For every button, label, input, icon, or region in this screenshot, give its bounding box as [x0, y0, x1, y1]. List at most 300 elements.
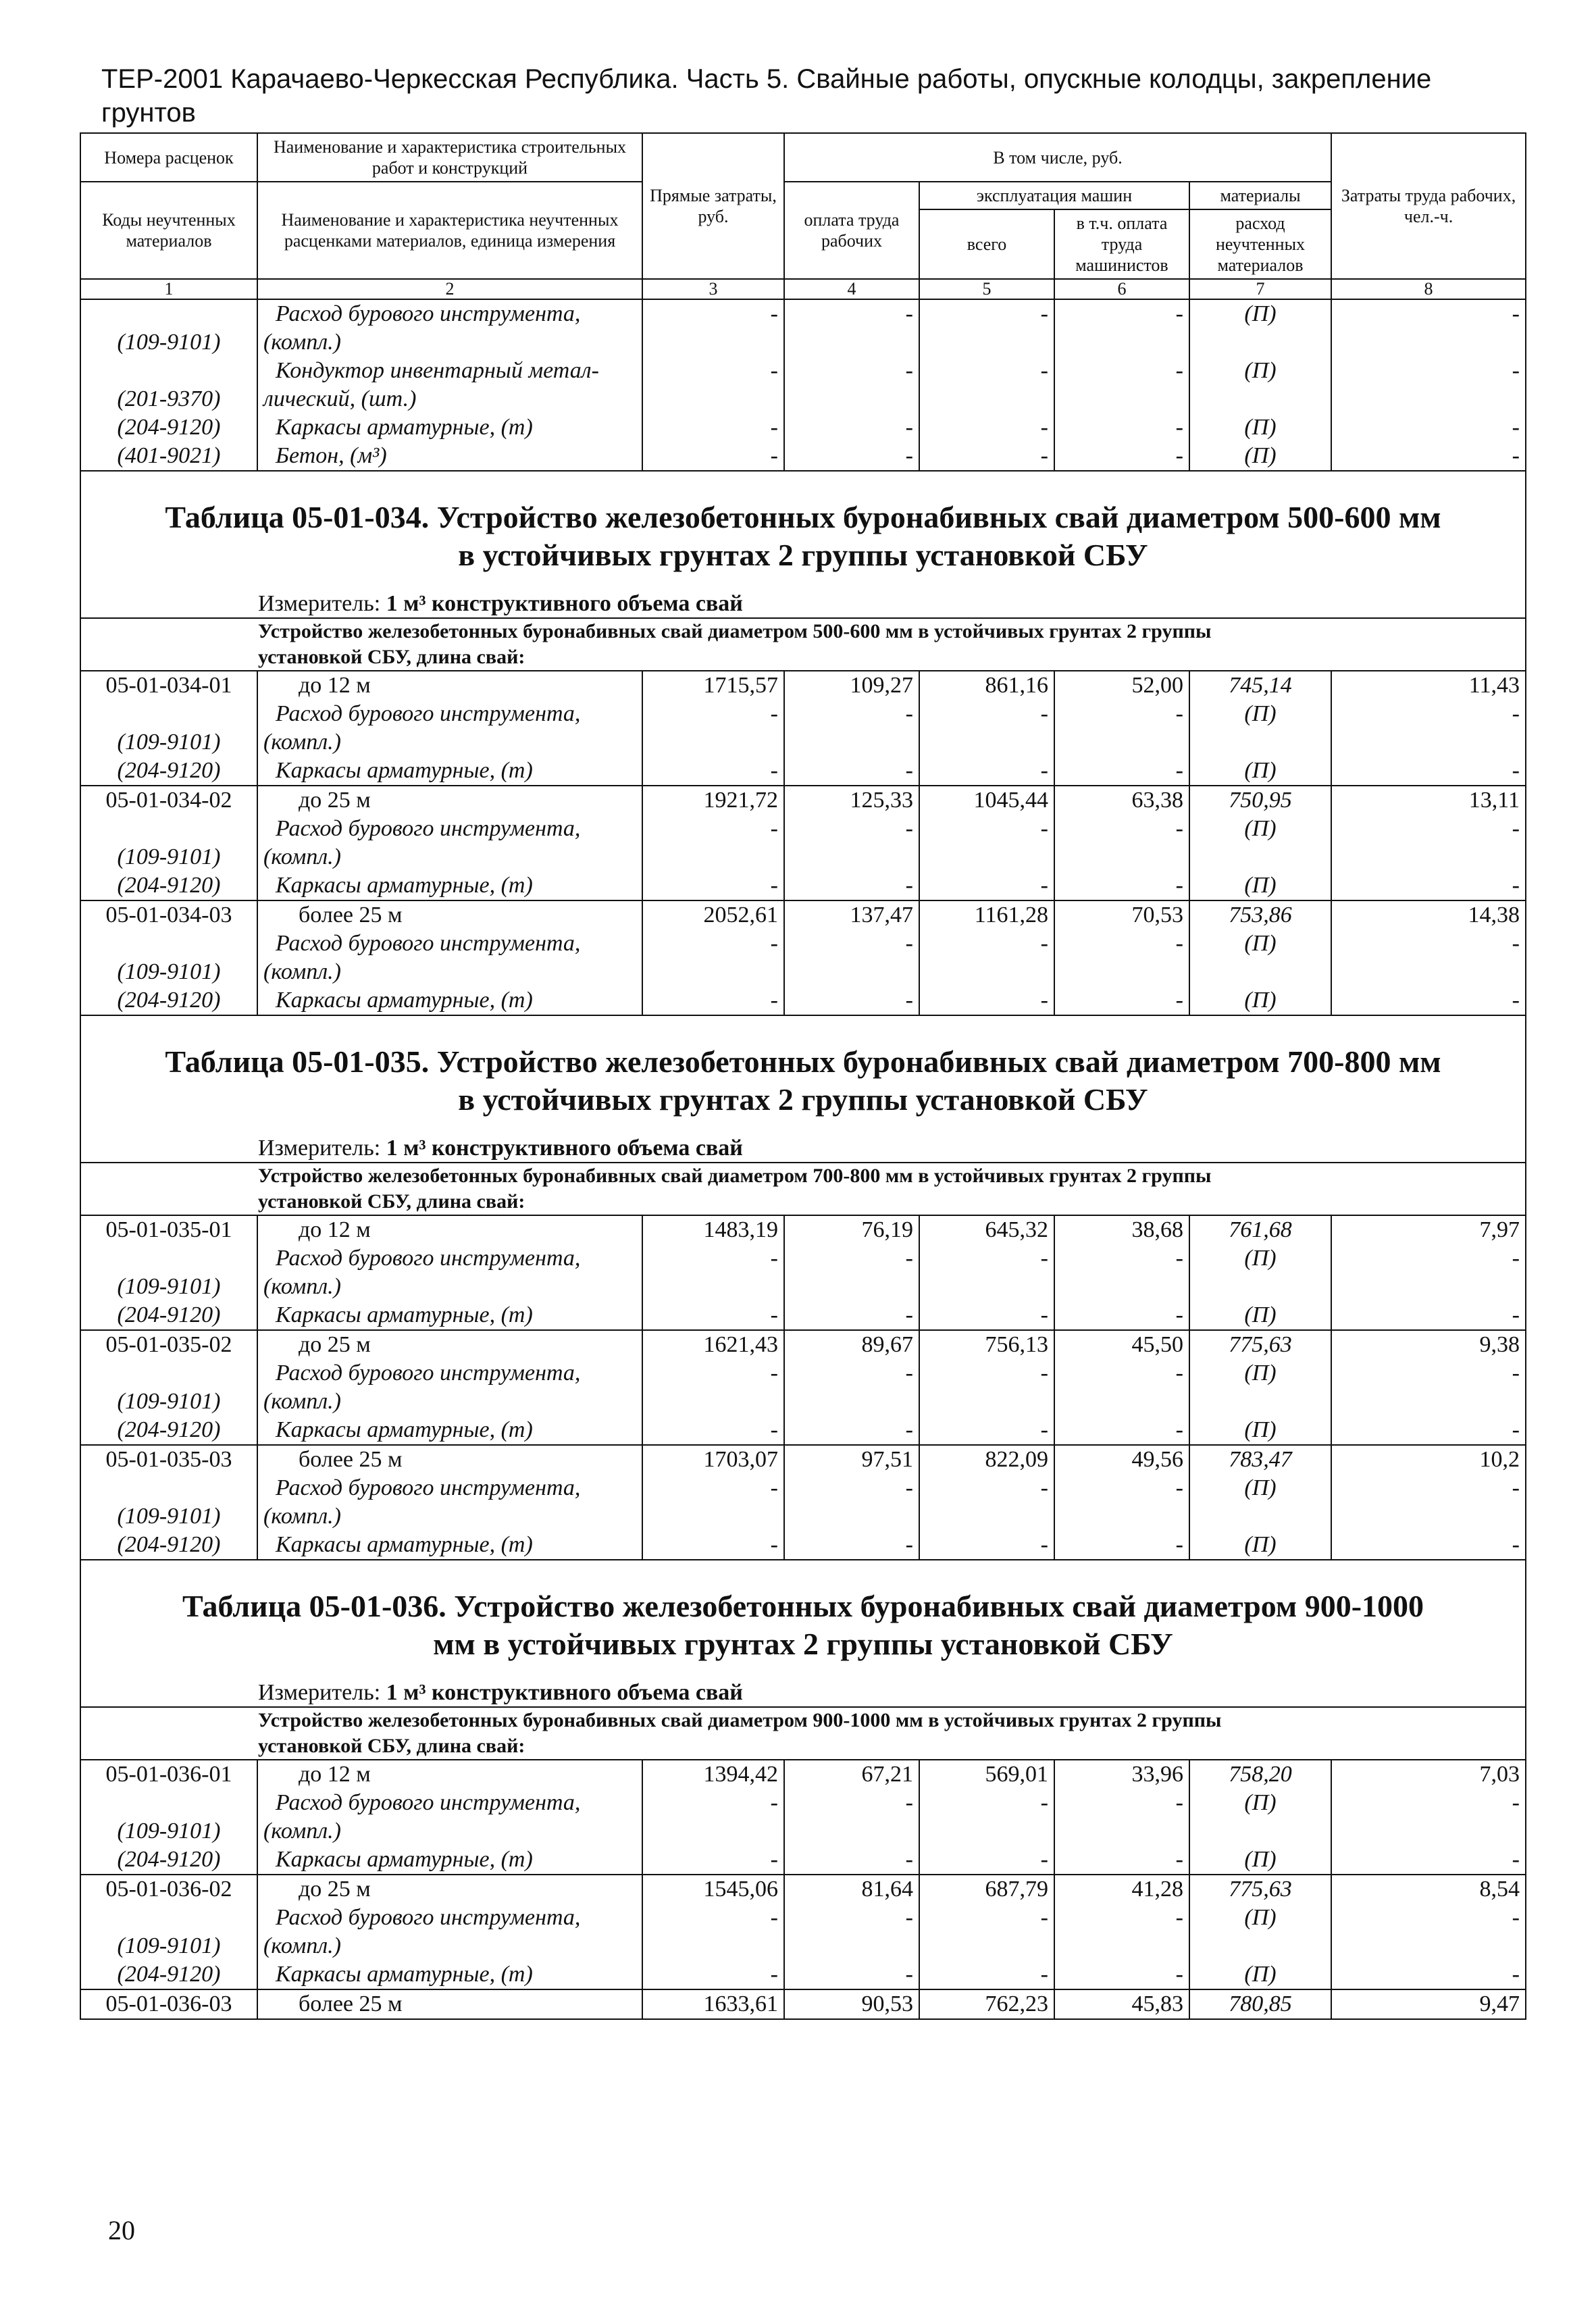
value-cell: - — [642, 1301, 784, 1330]
material-row — [80, 300, 1526, 357]
value-cell: 783,47 — [1189, 1445, 1331, 1474]
value-cell: 822,09 — [919, 1445, 1054, 1474]
value-cell: - — [1331, 442, 1526, 471]
value-cell: (П) — [1189, 1960, 1331, 1989]
meter-label: Измеритель: — [258, 591, 381, 616]
value-cell: - — [1331, 815, 1526, 871]
value-cell: - — [784, 1789, 919, 1846]
value-cell: - — [784, 1301, 919, 1330]
rate-name: более 25 м — [257, 1445, 642, 1474]
value-cell: (П) — [1189, 357, 1331, 413]
material-name — [257, 357, 642, 413]
value-cell: - — [642, 1789, 784, 1846]
material-name-line: (компл.) — [263, 1274, 341, 1299]
value-cell: - — [1054, 1244, 1189, 1301]
value-cell: 11,43 — [1331, 671, 1526, 700]
material-code: (204-9120) — [80, 1531, 257, 1560]
value-cell: 45,83 — [1054, 1989, 1189, 2019]
rates-body — [80, 300, 1526, 2020]
value-cell: 775,63 — [1189, 1330, 1331, 1359]
value-cell: - — [642, 1244, 784, 1301]
material-name-line: Каркасы арматурные, (т) — [276, 1532, 533, 1557]
value-cell: 7,03 — [1331, 1760, 1526, 1789]
value-cell: 1161,28 — [919, 900, 1054, 930]
value-cell: - — [919, 1789, 1054, 1846]
material-code: (109-9101) — [80, 1474, 257, 1531]
material-name — [257, 1531, 642, 1560]
rate-code: 05-01-036-02 — [80, 1875, 257, 1904]
section-description-row — [80, 1163, 1526, 1215]
value-cell: - — [919, 300, 1054, 357]
value-cell: - — [1331, 700, 1526, 757]
col-number: 5 — [919, 279, 1054, 299]
value-cell: (П) — [1189, 757, 1331, 786]
rate-row — [80, 900, 1526, 930]
value-cell: - — [1331, 1846, 1526, 1875]
rate-row — [80, 1215, 1526, 1244]
value-cell: 780,85 — [1189, 1989, 1331, 2019]
value-cell: - — [784, 1531, 919, 1560]
section-description — [80, 618, 1526, 671]
value-cell: - — [642, 357, 784, 413]
material-name — [257, 815, 642, 871]
value-cell: - — [784, 357, 919, 413]
rate-row — [80, 786, 1526, 815]
meter — [80, 1128, 1526, 1163]
rate-name: более 25 м — [257, 1989, 642, 2019]
value-cell: - — [919, 1960, 1054, 1989]
material-name — [257, 700, 642, 757]
material-code: (204-9120) — [80, 1416, 257, 1445]
value-cell: - — [1054, 871, 1189, 900]
value-cell: - — [784, 1960, 919, 1989]
material-code: (204-9120) — [80, 1301, 257, 1330]
table-title-row — [80, 471, 1526, 584]
value-cell: 1703,07 — [642, 1445, 784, 1474]
rate-name: до 12 м — [257, 671, 642, 700]
value-cell: - — [919, 757, 1054, 786]
header-materials: материалы — [1189, 182, 1331, 209]
rate-code: 05-01-036-03 — [80, 1989, 257, 2019]
value-cell: (П) — [1189, 413, 1331, 442]
material-name-line: (компл.) — [263, 330, 341, 355]
material-code: (204-9120) — [80, 986, 257, 1015]
value-cell: - — [919, 871, 1054, 900]
section-description-line: Устройство железобетонных буронабивных свай диаметром 900-1000 мм в устойчивых грунтах 2 группы — [258, 1709, 1222, 1731]
value-cell: - — [784, 1904, 919, 1960]
rate-code: 05-01-034-01 — [80, 671, 257, 700]
rate-name: до 25 м — [257, 1330, 642, 1359]
value-cell: - — [919, 1301, 1054, 1330]
table-title — [80, 1015, 1526, 1128]
material-code: (109-9101) — [80, 700, 257, 757]
value-cell: - — [642, 986, 784, 1015]
value-cell: 67,21 — [784, 1760, 919, 1789]
value-cell: - — [642, 1904, 784, 1960]
rate-code: 05-01-034-02 — [80, 786, 257, 815]
value-cell: 756,13 — [919, 1330, 1054, 1359]
meter-row — [80, 1128, 1526, 1163]
value-cell: 1921,72 — [642, 786, 784, 815]
rates-document — [80, 132, 1525, 2020]
material-name-line: Каркасы арматурные, (т) — [276, 1302, 533, 1327]
value-cell: 1545,06 — [642, 1875, 784, 1904]
value-cell: - — [642, 413, 784, 442]
value-cell: - — [1331, 1359, 1526, 1416]
header-wage: оплата труда рабочих — [784, 182, 919, 279]
material-row — [80, 1416, 1526, 1445]
material-row — [80, 871, 1526, 900]
material-name-line: Каркасы арматурные, (т) — [276, 1847, 533, 1872]
value-cell: - — [1054, 757, 1189, 786]
value-cell: - — [784, 1416, 919, 1445]
value-cell: - — [642, 1846, 784, 1875]
value-cell: - — [919, 1359, 1054, 1416]
section-description-line: установкой СБУ, длина свай: — [258, 1735, 525, 1757]
value-cell: - — [1054, 700, 1189, 757]
meter-value: 1 м³ конструктивного объема свай — [386, 591, 743, 616]
value-cell: 33,96 — [1054, 1760, 1189, 1789]
col-number: 2 — [257, 279, 642, 299]
material-name-line: Каркасы арматурные, (т) — [276, 873, 533, 898]
value-cell: 1394,42 — [642, 1760, 784, 1789]
value-cell: 14,38 — [1331, 900, 1526, 930]
meter-row — [80, 584, 1526, 618]
value-cell: - — [784, 1359, 919, 1416]
header-name-bottom: Наименование и характеристика неучтенных расценками материалов, единица измерения — [257, 182, 642, 279]
rate-code: 05-01-035-01 — [80, 1215, 257, 1244]
material-name — [257, 300, 642, 357]
table-title — [80, 471, 1526, 584]
value-cell: - — [1054, 1474, 1189, 1531]
value-cell: - — [1331, 1416, 1526, 1445]
material-row — [80, 1846, 1526, 1875]
value-cell: - — [919, 815, 1054, 871]
value-cell: - — [919, 986, 1054, 1015]
material-name-line: Расход бурового инструмента, — [276, 1246, 581, 1271]
value-cell: - — [919, 1416, 1054, 1445]
material-code: (204-9120) — [80, 757, 257, 786]
material-name-line: Каркасы арматурные, (т) — [276, 1417, 533, 1442]
material-name-line: (компл.) — [263, 1933, 341, 1958]
value-cell: 52,00 — [1054, 671, 1189, 700]
material-name-line: (компл.) — [263, 730, 341, 755]
value-cell: - — [1054, 1301, 1189, 1330]
value-cell: (П) — [1189, 1789, 1331, 1846]
meter-value: 1 м³ конструктивного объема свай — [386, 1136, 743, 1161]
material-name-line: (компл.) — [263, 1389, 341, 1414]
value-cell: - — [1054, 930, 1189, 986]
column-header — [80, 132, 1526, 300]
page-title: ТЕР-2001 Карачаево-Черкесская Республика. Часть 5. Свайные работы, опускные колодцы, закрепление грунтов — [101, 64, 1432, 128]
section-description-row — [80, 1707, 1526, 1760]
material-name-line: (компл.) — [263, 844, 341, 869]
material-name-line: (компл.) — [263, 1504, 341, 1529]
value-cell: 645,32 — [919, 1215, 1054, 1244]
value-cell: - — [784, 871, 919, 900]
value-cell: - — [1054, 815, 1189, 871]
value-cell: 1621,43 — [642, 1330, 784, 1359]
material-row — [80, 700, 1526, 757]
material-code: (204-9120) — [80, 1960, 257, 1989]
value-cell: - — [642, 815, 784, 871]
value-cell: (П) — [1189, 300, 1331, 357]
meter-row — [80, 1673, 1526, 1707]
material-name-line: Расход бурового инструмента, — [276, 301, 581, 326]
value-cell: - — [919, 1846, 1054, 1875]
material-name-line: лический, (шт.) — [263, 386, 417, 411]
col-number: 3 — [642, 279, 784, 299]
value-cell: - — [1331, 1789, 1526, 1846]
rate-row — [80, 1445, 1526, 1474]
material-name-line: Расход бурового инструмента, — [276, 1790, 581, 1815]
material-name-line: Расход бурового инструмента, — [276, 1475, 581, 1500]
material-name-line: (компл.) — [263, 1819, 341, 1844]
meter-value: 1 м³ конструктивного объема свай — [386, 1680, 743, 1705]
value-cell: - — [1331, 1244, 1526, 1301]
material-row — [80, 1960, 1526, 1989]
rate-name: более 25 м — [257, 900, 642, 930]
rate-code: 05-01-036-01 — [80, 1760, 257, 1789]
value-cell: 70,53 — [1054, 900, 1189, 930]
value-cell: - — [1331, 757, 1526, 786]
table-title-line: Таблица 05-01-036. Устройство железобетонных буронабивных свай диаметром 900-1000 — [182, 1589, 1424, 1623]
value-cell: - — [919, 1531, 1054, 1560]
value-cell: - — [1054, 1846, 1189, 1875]
material-name-line: Расход бурового инструмента, — [276, 1361, 581, 1386]
material-code: (204-9120) — [80, 871, 257, 900]
value-cell: - — [642, 757, 784, 786]
value-cell: 8,54 — [1331, 1875, 1526, 1904]
table-title-line: мм в устойчивых грунтах 2 группы установкой СБУ — [433, 1627, 1173, 1661]
value-cell: - — [1054, 357, 1189, 413]
value-cell: (П) — [1189, 1416, 1331, 1445]
material-row — [80, 930, 1526, 986]
material-name — [257, 871, 642, 900]
material-code: (109-9101) — [80, 815, 257, 871]
value-cell: 758,20 — [1189, 1760, 1331, 1789]
col-number: 1 — [80, 279, 257, 299]
value-cell: - — [919, 700, 1054, 757]
value-cell: 45,50 — [1054, 1330, 1189, 1359]
material-name — [257, 1416, 642, 1445]
value-cell: - — [1054, 300, 1189, 357]
page-number: 20 — [108, 2215, 135, 2245]
value-cell: - — [784, 413, 919, 442]
value-cell: - — [1054, 413, 1189, 442]
value-cell: - — [642, 442, 784, 471]
value-cell: - — [784, 1244, 919, 1301]
material-name — [257, 1244, 642, 1301]
value-cell: - — [1054, 1960, 1189, 1989]
value-cell: - — [1054, 986, 1189, 1015]
material-name-line: Каркасы арматурные, (т) — [276, 988, 533, 1013]
material-row — [80, 1474, 1526, 1531]
material-name-line: Каркасы арматурные, (т) — [276, 1962, 533, 1987]
value-cell: - — [1331, 1301, 1526, 1330]
table-title — [80, 1560, 1526, 1673]
value-cell: 97,51 — [784, 1445, 919, 1474]
value-cell: - — [1054, 1531, 1189, 1560]
header-direct-costs: Прямые затраты, руб. — [642, 133, 784, 279]
material-name-line: Расход бурового инструмента, — [276, 701, 581, 726]
meter-label: Измеритель: — [258, 1680, 381, 1705]
material-row — [80, 815, 1526, 871]
rate-name: до 12 м — [257, 1215, 642, 1244]
value-cell: - — [642, 1359, 784, 1416]
material-name — [257, 413, 642, 442]
material-name — [257, 442, 642, 471]
value-cell: (П) — [1189, 1244, 1331, 1301]
value-cell: 745,14 — [1189, 671, 1331, 700]
section-description — [80, 1707, 1526, 1760]
value-cell: - — [1331, 357, 1526, 413]
material-code: (109-9101) — [80, 1359, 257, 1416]
material-row — [80, 1244, 1526, 1301]
value-cell: - — [642, 930, 784, 986]
value-cell: 38,68 — [1054, 1215, 1189, 1244]
material-row — [80, 1531, 1526, 1560]
value-cell: - — [919, 442, 1054, 471]
material-code: (109-9101) — [80, 300, 257, 357]
material-code: (109-9101) — [80, 1904, 257, 1960]
material-name — [257, 986, 642, 1015]
header-machines-wage: в т.ч. оплата труда машинистов — [1054, 209, 1189, 279]
value-cell: - — [1054, 1904, 1189, 1960]
material-row — [80, 1301, 1526, 1330]
value-cell: - — [642, 1416, 784, 1445]
section-description-line: установкой СБУ, длина свай: — [258, 646, 525, 668]
material-name — [257, 1846, 642, 1875]
value-cell: 9,47 — [1331, 1989, 1526, 2019]
value-cell: 750,95 — [1189, 786, 1331, 815]
value-cell: - — [919, 357, 1054, 413]
value-cell: - — [784, 1474, 919, 1531]
value-cell: - — [919, 1904, 1054, 1960]
col-number: 8 — [1331, 279, 1526, 299]
col-number: 6 — [1054, 279, 1189, 299]
section-description — [80, 1163, 1526, 1215]
material-row — [80, 1904, 1526, 1960]
value-cell: (П) — [1189, 1359, 1331, 1416]
value-cell: 90,53 — [784, 1989, 919, 2019]
value-cell: - — [1054, 442, 1189, 471]
value-cell: 10,2 — [1331, 1445, 1526, 1474]
value-cell: 13,11 — [1331, 786, 1526, 815]
material-name — [257, 1474, 642, 1531]
value-cell: - — [784, 1846, 919, 1875]
material-name-line: Каркасы арматурные, (т) — [276, 758, 533, 783]
value-cell: - — [642, 700, 784, 757]
material-row — [80, 986, 1526, 1015]
rate-row — [80, 1330, 1526, 1359]
material-row — [80, 413, 1526, 442]
material-name-line: Расход бурового инструмента, — [276, 931, 581, 956]
material-name-line: Каркасы арматурные, (т) — [276, 415, 533, 440]
value-cell: 9,38 — [1331, 1330, 1526, 1359]
value-cell: (П) — [1189, 442, 1331, 471]
value-cell: 1633,61 — [642, 1989, 784, 2019]
value-cell: - — [784, 300, 919, 357]
value-cell: - — [1331, 871, 1526, 900]
value-cell: 1715,57 — [642, 671, 784, 700]
value-cell: - — [642, 1474, 784, 1531]
value-cell: - — [1054, 1416, 1189, 1445]
material-name — [257, 1359, 642, 1416]
material-name — [257, 757, 642, 786]
rate-row — [80, 1989, 1526, 2019]
rate-name: до 12 м — [257, 1760, 642, 1789]
header-including: В том числе, руб. — [784, 133, 1331, 182]
value-cell: - — [1331, 413, 1526, 442]
value-cell: - — [784, 815, 919, 871]
material-name — [257, 930, 642, 986]
value-cell: 1483,19 — [642, 1215, 784, 1244]
value-cell: - — [784, 700, 919, 757]
section-description-line: Устройство железобетонных буронабивных свай диаметром 700-800 мм в устойчивых грунтах 2 группы — [258, 1165, 1212, 1187]
section-description-line: Устройство железобетонных буронабивных свай диаметром 500-600 мм в устойчивых грунтах 2 группы — [258, 620, 1212, 642]
material-row — [80, 757, 1526, 786]
value-cell: (П) — [1189, 1846, 1331, 1875]
header-labor-costs: Затраты труда рабочих, чел.-ч. — [1331, 133, 1526, 279]
material-code: (109-9101) — [80, 1244, 257, 1301]
material-name-line: Кондуктор инвентарный метал- — [276, 358, 599, 383]
value-cell: (П) — [1189, 815, 1331, 871]
value-cell: - — [642, 1960, 784, 1989]
value-cell: 7,97 — [1331, 1215, 1526, 1244]
value-cell: 775,63 — [1189, 1875, 1331, 1904]
table-title-row — [80, 1560, 1526, 1673]
value-cell: - — [784, 986, 919, 1015]
value-cell: - — [1331, 986, 1526, 1015]
value-cell: - — [1331, 1474, 1526, 1531]
rate-row — [80, 671, 1526, 700]
value-cell: 753,86 — [1189, 900, 1331, 930]
rate-row — [80, 1760, 1526, 1789]
value-cell: (П) — [1189, 986, 1331, 1015]
table-title-line: в устойчивых грунтах 2 группы установкой СБУ — [458, 1082, 1148, 1117]
header-code-top: Номера расценок — [80, 133, 257, 182]
header-machines: эксплуатация машин — [919, 182, 1189, 209]
value-cell: - — [919, 1474, 1054, 1531]
value-cell: 687,79 — [919, 1875, 1054, 1904]
value-cell: 125,33 — [784, 786, 919, 815]
material-row — [80, 357, 1526, 413]
value-cell: (П) — [1189, 930, 1331, 986]
col-number: 7 — [1189, 279, 1331, 299]
value-cell: 861,16 — [919, 671, 1054, 700]
table-title-line: в устойчивых грунтах 2 группы установкой СБУ — [458, 538, 1148, 572]
value-cell: 63,38 — [1054, 786, 1189, 815]
value-cell: (П) — [1189, 871, 1331, 900]
value-cell: - — [919, 930, 1054, 986]
value-cell: - — [1054, 1789, 1189, 1846]
header-code-bottom: Коды неучтенных материалов — [80, 182, 257, 279]
value-cell: - — [784, 757, 919, 786]
table-title-row — [80, 1015, 1526, 1128]
value-cell: 137,47 — [784, 900, 919, 930]
value-cell: (П) — [1189, 1301, 1331, 1330]
value-cell: 89,67 — [784, 1330, 919, 1359]
value-cell: - — [919, 1244, 1054, 1301]
header-name-top: Наименование и характеристика строительных работ и конструкций — [257, 133, 642, 182]
rate-code: 05-01-035-03 — [80, 1445, 257, 1474]
material-name-line: Расход бурового инструмента, — [276, 816, 581, 841]
material-name — [257, 1904, 642, 1960]
value-cell: - — [784, 930, 919, 986]
value-cell: - — [919, 413, 1054, 442]
material-name — [257, 1960, 642, 1989]
